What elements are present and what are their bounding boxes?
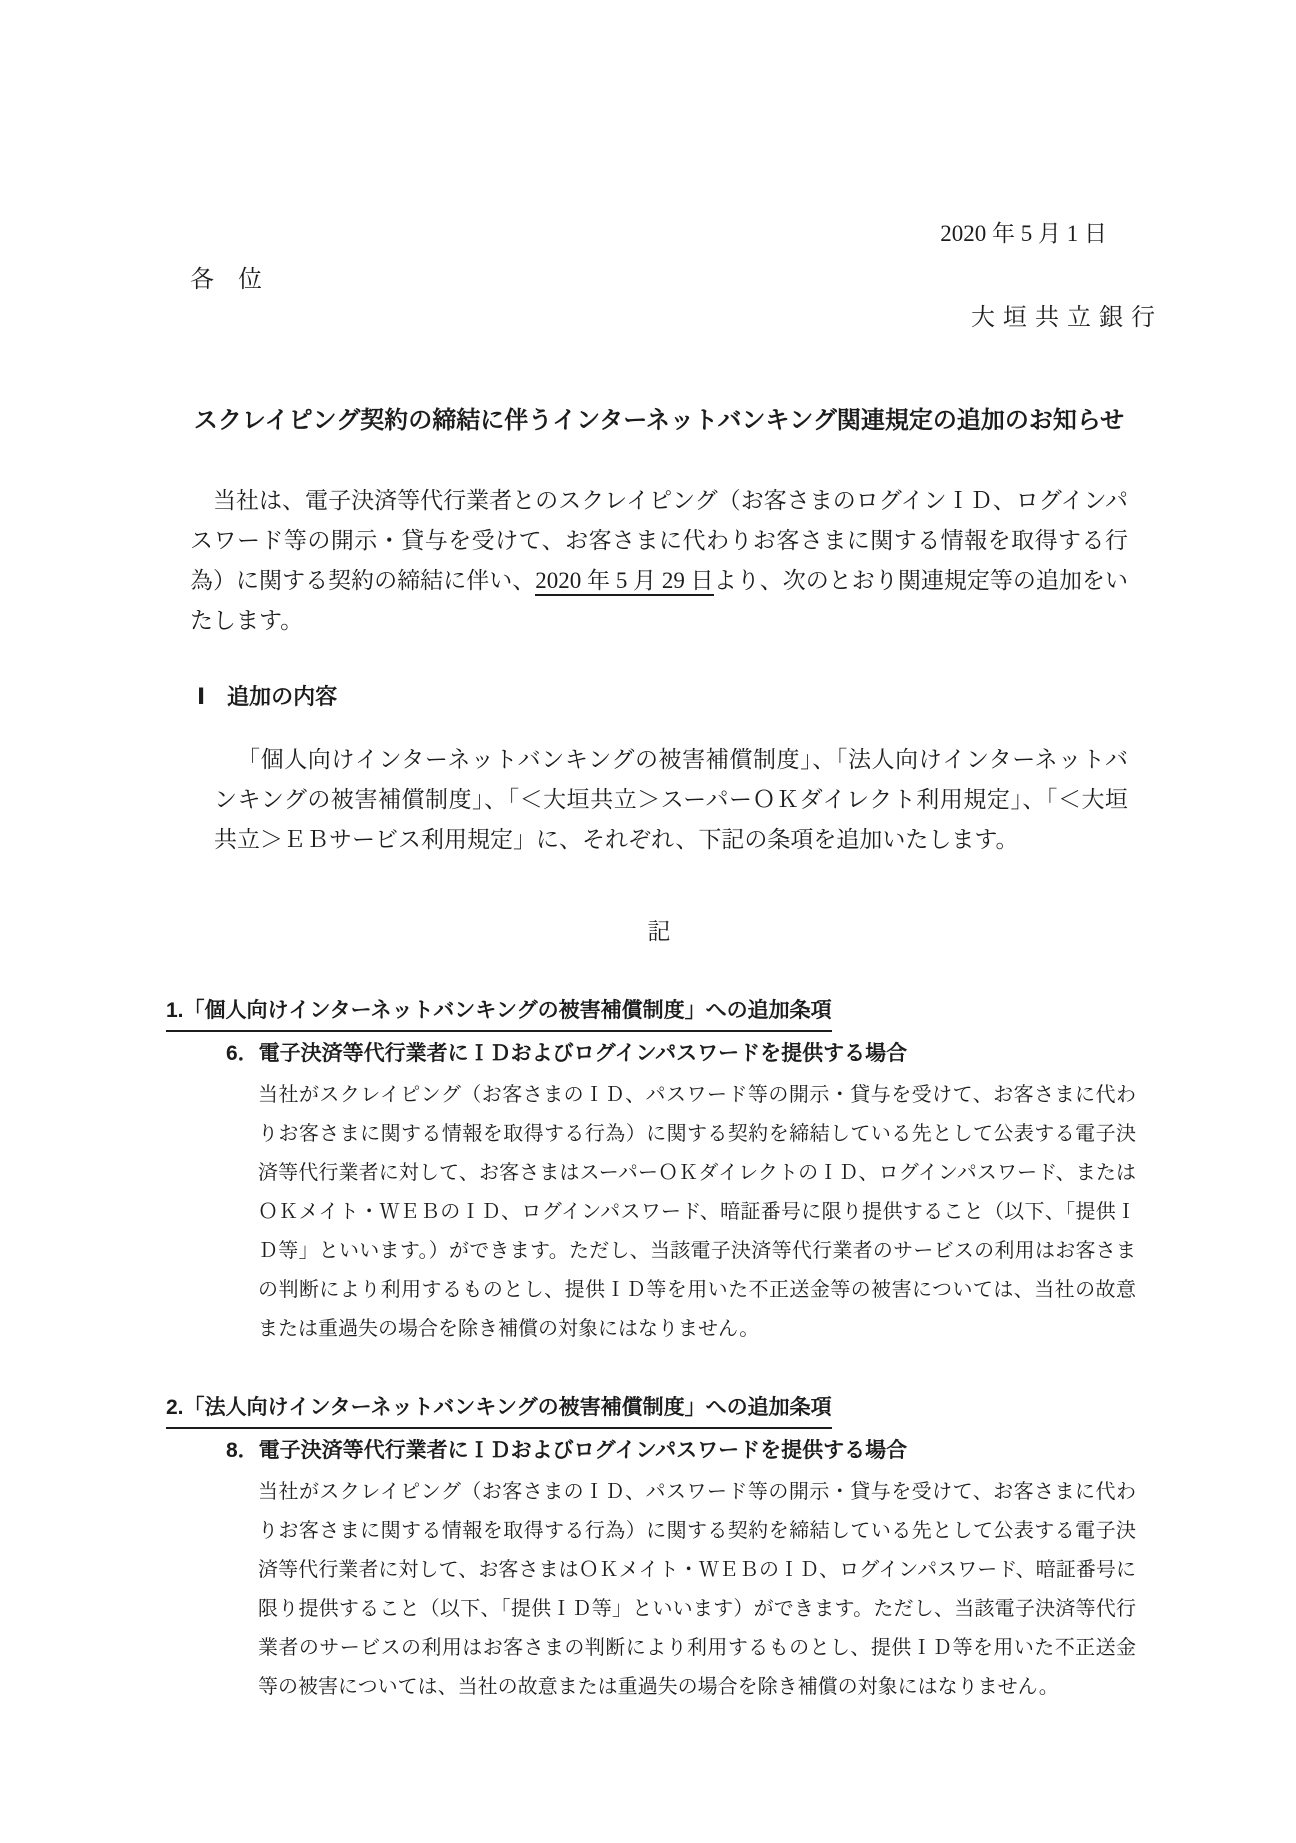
clause-1-subheading: 6．電子決済等代行業者にＩＤおよびログインパスワードを提供する場合 — [226, 1042, 908, 1065]
section-i-body: 「個人向けインターネットバンキングの被害補償制度」、「法人向けインターネットバンキングの被害補償制度」、「＜大垣共立＞スーパーＯＫダイレクト利用規定」、「＜大垣共立＞ＥＢサービス利用規定」に、それぞれ、下記の条項を追加いたします。 — [214, 747, 1128, 852]
section-i-heading: Ⅰ 追加の内容 — [197, 684, 338, 709]
clause-2 — [166, 1391, 1136, 1707]
date-line: 2020 年 5 月 1 日 — [940, 221, 1107, 246]
sender-name: 大垣共立銀行 — [971, 305, 1163, 331]
clause-1-heading: 1.「個人向けインターネットバンキングの被害補償制度」への追加条項 — [166, 994, 832, 1032]
document-content — [166, 215, 1163, 1727]
intro-paragraph — [190, 481, 1128, 641]
clause-2-body: 当社がスクレイピング（お客さまのＩＤ、パスワード等の開示・貸与を受けて、お客さまに代わりお客さまに関する情報を取得する行為）に関する契約を締結している先として公表する電子決済等代行業者に対して、お客さまはＯＫメイト・ＷＥＢのＩＤ、ログインパスワード、暗証番号に限り提供すること（以下、「提供ＩＤ等」といいます）ができます。ただし、当該電子決済等代行業者のサービスの利用はお客さまの判断により利用するものとし、提供ＩＤ等を用いた不正送金等の被害については、当社の故意または重過失の場合を除き補償の対象にはなりません。 — [258, 1481, 1136, 1698]
record-marker: 記 — [647, 919, 671, 944]
clause-1-body: 当社がスクレイピング（お客さまのＩＤ、パスワード等の開示・貸与を受けて、お客さまに代わりお客さまに関する情報を取得する行為）に関する契約を締結している先として公表する電子決済等代行業者に対して、お客さまはスーパーＯＫダイレクトのＩＤ、ログインパスワード、またはＯＫメイト・ＷＥＢのＩＤ、ログインパスワード、暗証番号に限り提供すること（以下、「提供ＩＤ等」といいます。）ができます。ただし、当該電子決済等代行業者のサービスの利用はお客さまの判断により利用するものとし、提供ＩＤ等を用いた不正送金等の被害については、当社の故意または重過失の場合を除き補償の対象にはなりません。 — [258, 1084, 1136, 1340]
clause-1 — [166, 994, 1136, 1349]
intro-text-before-date: 当社は、電子決済等代行業者とのスクレイピング（お客さまのログインＩＤ、ログインパスワード等の開示・貸与を受けて、お客さまに代わりお客さまに関する情報を取得する行為）に関する契約の締結に伴い、 — [190, 488, 1128, 593]
addressee: 各 位 — [190, 267, 262, 293]
clause-2-subheading: 8．電子決済等代行業者にＩＤおよびログインパスワードを提供する場合 — [226, 1439, 908, 1462]
effective-date-underlined: 2020 年 5 月 29 日 — [535, 568, 713, 596]
intro-text-after-date: より、次のとおり関連規定等の追加をいたします。 — [190, 568, 1129, 633]
notice-title: スクレイピング契約の締結に伴うインターネットバンキング関連規定の追加のお知らせ — [193, 407, 1125, 434]
clause-2-heading: 2.「法人向けインターネットバンキングの被害補償制度」への追加条項 — [166, 1391, 832, 1429]
